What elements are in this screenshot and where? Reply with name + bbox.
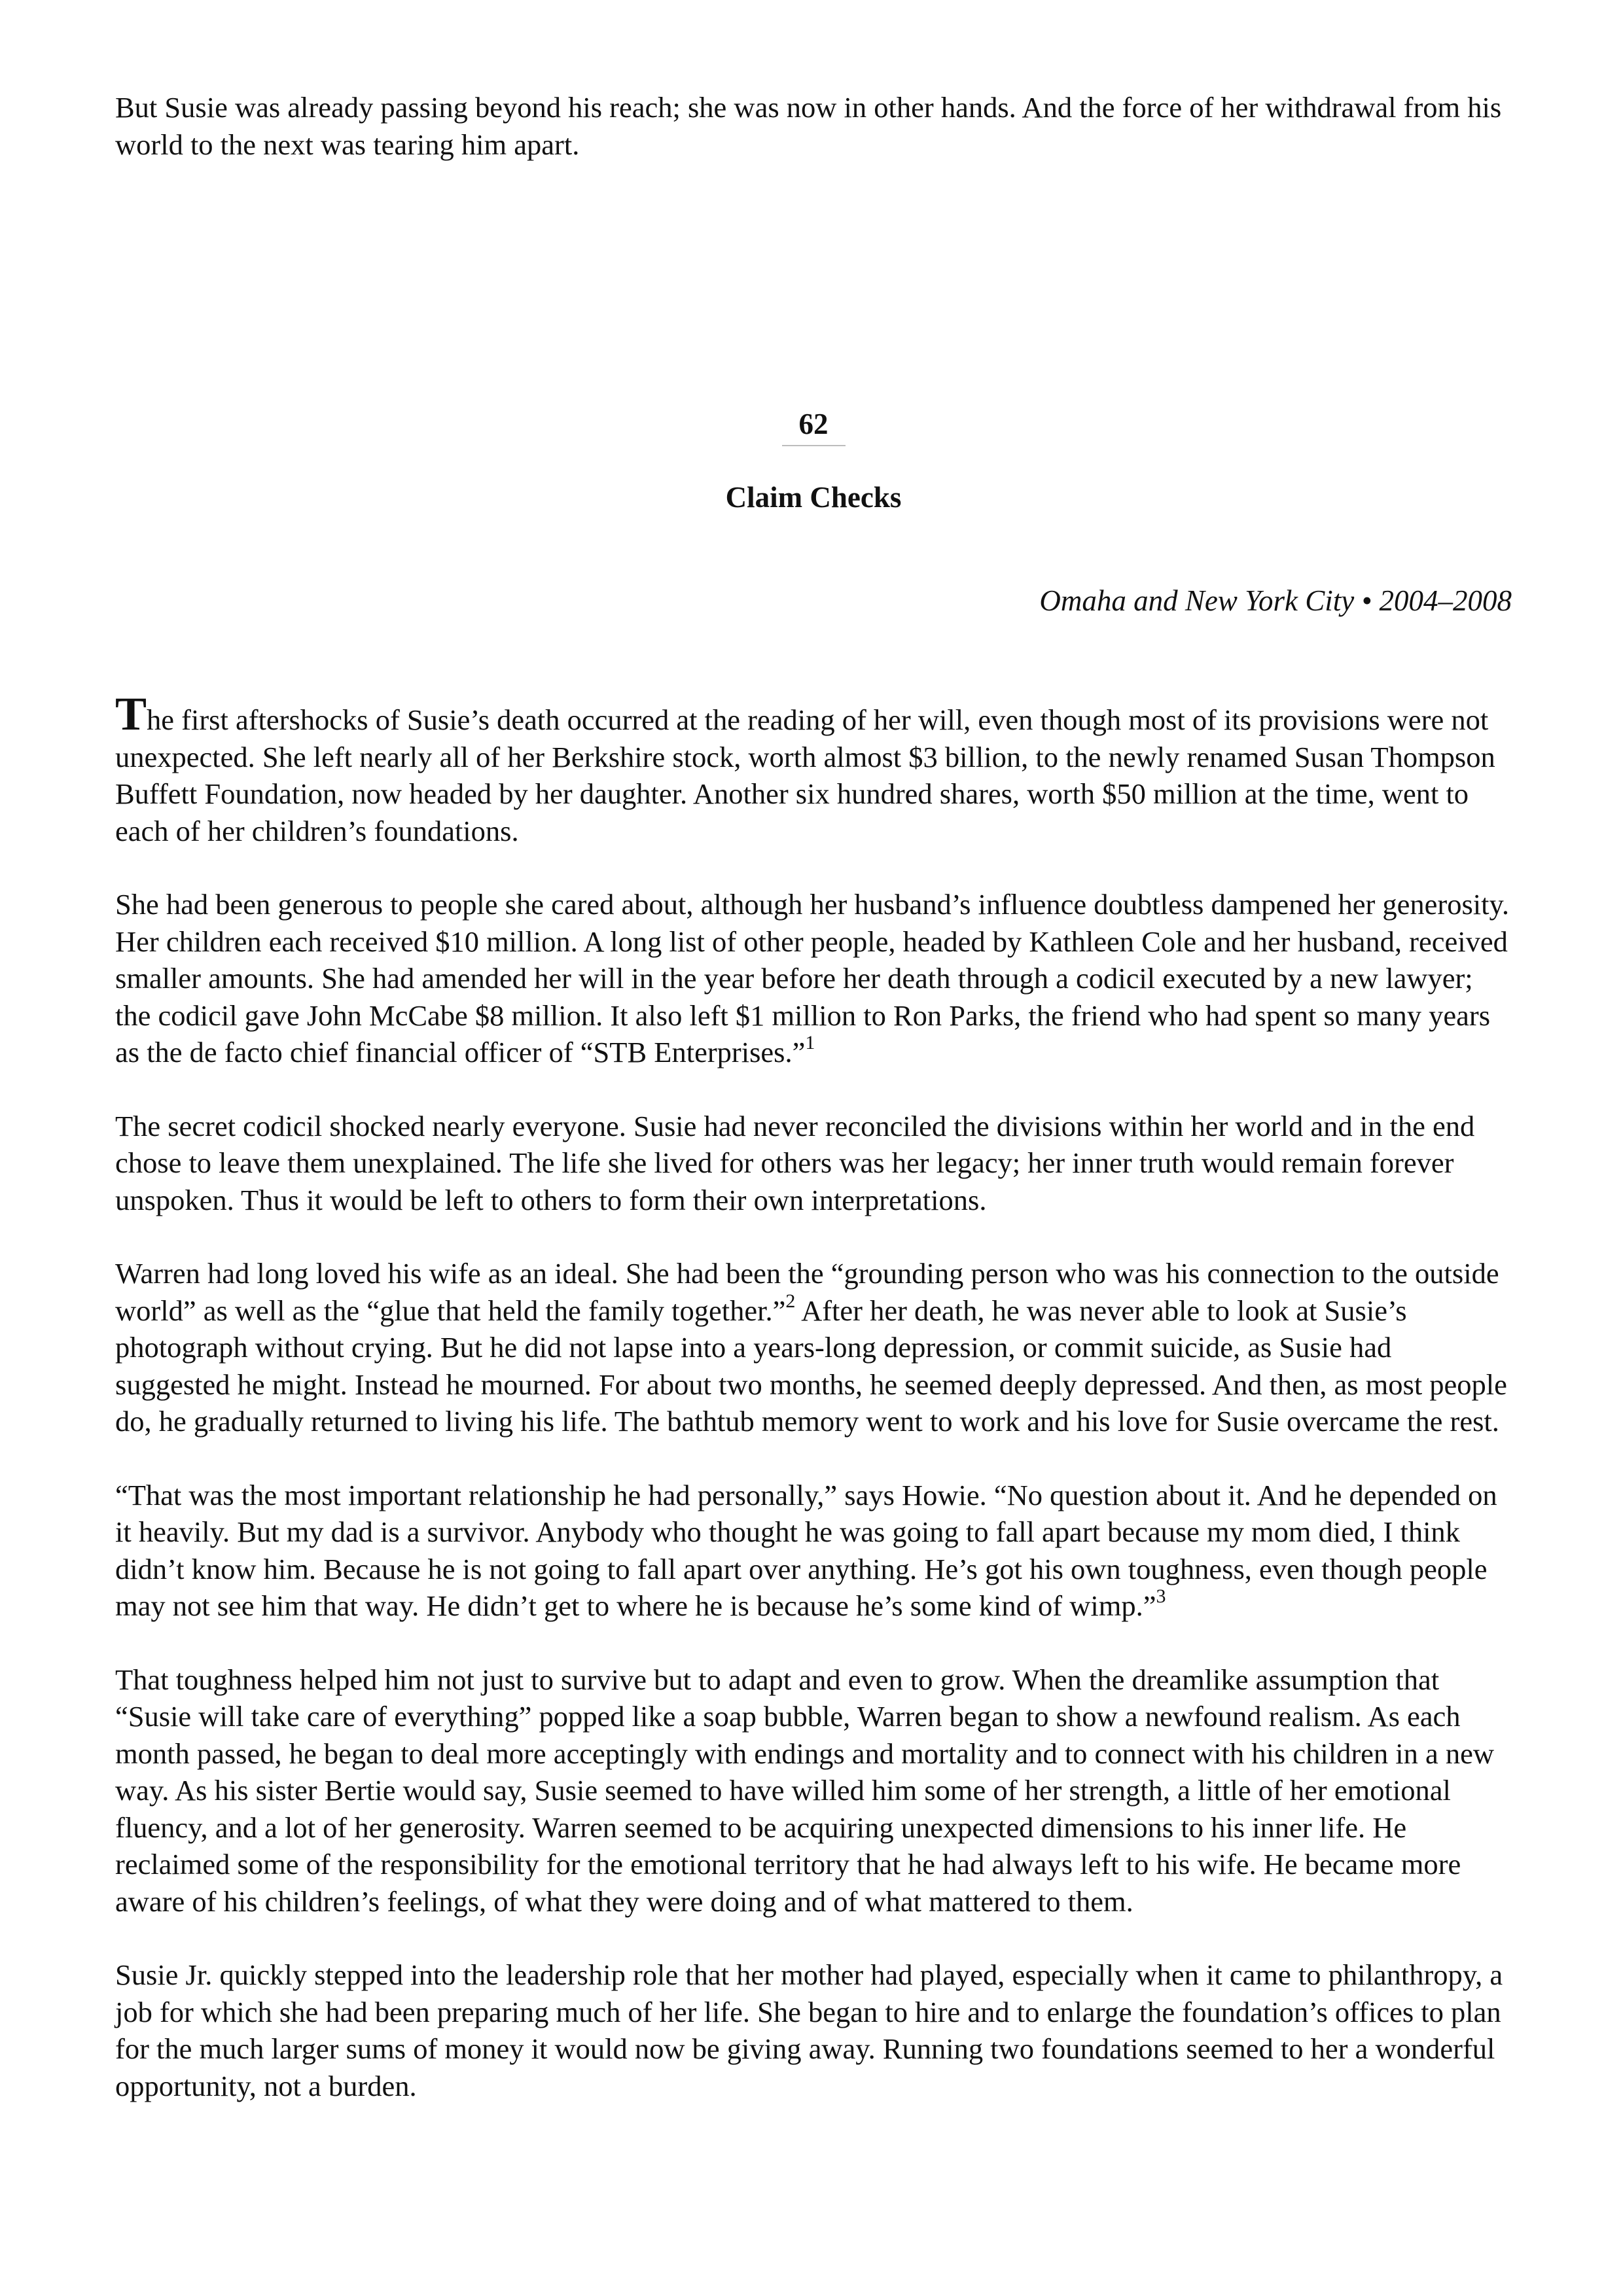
paragraph-4 (115, 1255, 1512, 1440)
paragraph-3: The secret codicil shocked nearly everyone. Susie had never reconciled the divisions within her world and in the end chose to leave them unexplained. The life she lived for others was her legacy; her inner truth would remain forever unspoken. Thus it would be left to others to form their own interpretations. (115, 1109, 1475, 1216)
paragraph-6: That toughness helped him not just to survive but to adapt and even to grow. When the dreamlike assumption that “Susie will take care of everything” popped like a soap bubble, Warren began to show a newfound realism. As each month passed, he began to deal more acceptingly with endings and mortality and to connect with his children in a new way. As his sister Bertie would say, Susie seemed to have willed him some of her strength, a little of her emotional fluency, and a lot of her generosity. Warren seemed to be acquiring unexpected dimensions to his inner life. He reclaimed some of the responsibility for the emotional territory that he had always left to his wife. He became more aware of his children’s feelings, of what they were doing and of what mattered to them. (115, 1663, 1495, 1918)
chapter-dateline: Omaha and New York City • 2004–2008 (1039, 584, 1512, 617)
chapter-title: Claim Checks (725, 481, 902, 514)
drop-cap: T (115, 688, 147, 740)
book-page (115, 89, 1512, 2102)
chapter-body (115, 688, 1512, 2141)
footnote-marker[interactable]: 3 (1156, 1585, 1166, 1607)
paragraph-4-text-b: After her death, he was never able to look at Susie’s photograph without crying. But he did not lapse into a years-long depression, or commit suicide, as Susie had suggested he might. Instead he mourned. For about two months, he seemed deeply depressed. And then, as most people do, he gradually returned to living his life. The bathtub memory went to work and his love for Susie overcame the rest. (115, 1294, 1507, 1438)
paragraph-2-text: She had been generous to people she cared about, although her husband’s influence doubtless dampened her generosity. Her children each received $10 million. A long list of other people, headed by Kathleen Cole and her husband, received smaller amounts. She had amended her will in the year before her death through a codicil executed by a new lawyer; the codicil gave John McCabe $8 million. It also left $1 million to Ron Parks, the friend who had spent so many years as the de facto chief financial officer of “STB Enterprises.” (115, 888, 1510, 1069)
paragraph-4-text-a: Warren had long loved his wife as an ideal. She had been the “grounding person who was his connection to the outside world” as well as the “glue that held the family together.” (115, 1257, 1499, 1327)
paragraph-2 (115, 886, 1512, 1071)
opening-paragraph: But Susie was already passing beyond his reach; she was now in other hands. And the force of her withdrawal from his world to the next was tearing him apart. (115, 91, 1502, 161)
paragraph-5-text: “That was the most important relationship he had personally,” says Howie. “No question about it. And he depended on it heavily. But my dad is a survivor. Anybody who thought he was going to fall apart because my mom died, I think didn’t know him. Because he is not going to fall apart over anything. He’s got his own toughness, even though people may not see him that way. He didn’t get to where he is because he’s some kind of wimp.” (115, 1478, 1497, 1622)
paragraph-1-text: he first aftershocks of Susie’s death occurred at the reading of her will, even though most of its provisions were not unexpected. She left nearly all of her Berkshire stock, worth almost $3 billion, to the newly renamed Susan Thompson Buffett Foundation, now headed by her daughter. Another six hundred shares, worth $50 million at the time, went to each of her children’s foundations. (115, 703, 1495, 847)
footnote-marker[interactable]: 1 (805, 1032, 815, 1053)
paragraph-7: Susie Jr. quickly stepped into the leadership role that her mother had played, especially when it came to philanthropy, a job for which she had been preparing much of her life. She began to hire and to enlarge the foundation’s offices to plan for the much larger sums of money it would now be giving away. Running two foundations seemed to her a wonderful opportunity, not a burden. (115, 1958, 1503, 2102)
chapter-number (115, 406, 1512, 446)
chapter-number-text: 62 (782, 406, 846, 446)
footnote-marker[interactable]: 2 (785, 1290, 796, 1312)
paragraph-1 (115, 688, 1512, 849)
paragraph-5 (115, 1477, 1512, 1625)
